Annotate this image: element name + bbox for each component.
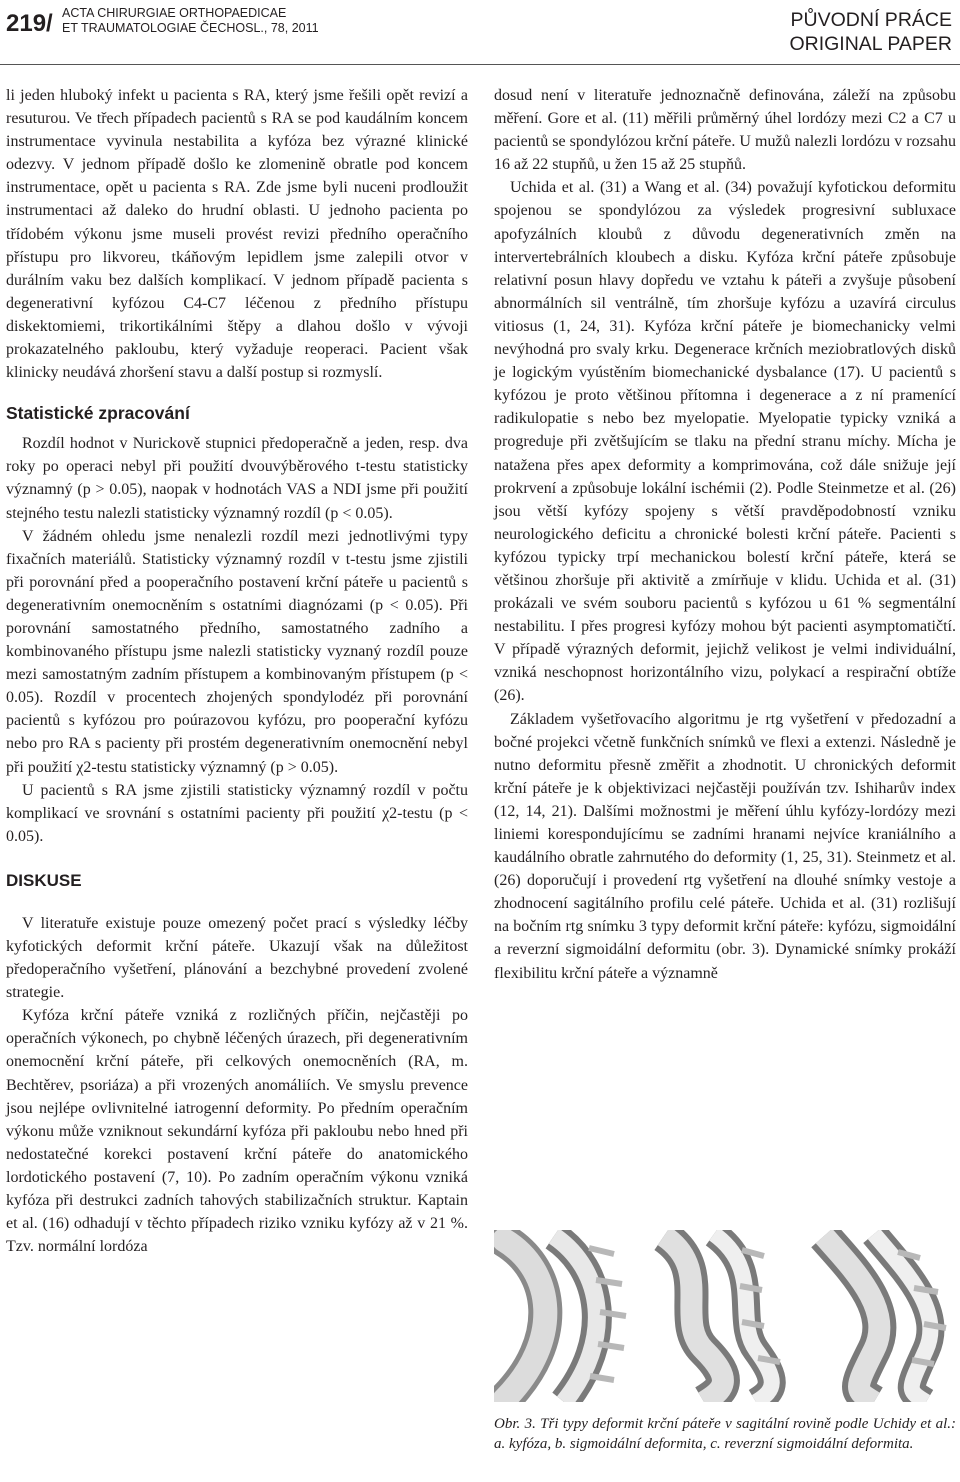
spine-illustration xyxy=(494,1230,956,1402)
header-rule xyxy=(0,64,960,65)
section-label-en: ORIGINAL PAPER xyxy=(789,33,952,55)
spine-sigmoid xyxy=(664,1234,780,1402)
right-column xyxy=(494,84,956,985)
paragraph-stats-2: V žádném ohledu jsme nenalezli rozdíl mezi jednotlivými typy fixačních materiálů. Statisticky významný rozdíl v t-testu jsme zjistili při porovnání před a pooperačního postavení krční páteře u pacientů s degenerativním onemocněním s ostatními diagnózami (p < 0.05). Při porovnání samostatného předního, samostatného zadního a kombinovaného přístupu jsme nalezli statisticky vyznaný rozdíl pouze mezi samostatným zadním přístupem a kombinovaným přístupem (p < 0.05). Rozdíl v procentech zhojených spondylodéz při porovnání pacientů s kyfózou pro poúrazovou kyfózu, pro pooperační kyfózu nebo pro RA s pacienty při prostém degenerativním onemocnění nebyl při použití χ2-testu statisticky významný (p > 0.05). xyxy=(6,527,468,776)
paragraph-lordosis: dosud není v literatuře jednoznačně definována, záleží na způsobu měření. Gore et al. (11) měřili průměrný úhel lordózy mezi C2 a C7 u pacientů se spondylózou krční páteře. U mužů nalezli lordózu v rozsahu 16 až 22 stupňů, u žen 15 až 25 stupňů. xyxy=(494,87,956,174)
section-label-cz: PŮVODNÍ PRÁCE xyxy=(790,9,952,31)
journal-name xyxy=(62,6,319,35)
paragraph-discussion-2: Kyfóza krční páteře vzniká z rozličných příčin, nejčastěji po operačních výkonech, po chybně léčených úrazech, při degenerativním onemocnění krční páteře, při celkových onemocněních (RA, m. Bechtěrev, psoriáza) a při vrozených anomáliích. Ve smyslu prevence jsou nejlépe ovlivnitelné iatrogenní deformity. Po předním operačním výkonu může vzniknout sekundární kyfóza při pakloubu nebo hned při nedostatečné korekci postavení krční páteře do anatomického lordotického postavení (7, 10). Po zadním operačním výkonu vzniká kyfóza při destrukci zadních tahových stabilizačních struktur. Kaptain et al. (16) odhadují v těchto případech riziko vzniku kyfózy až v 21 %. Tzv. normální lordóza xyxy=(6,1007,468,1256)
left-column xyxy=(6,84,468,1258)
paragraph-pathophysiology: Uchida et al. (31) a Wang et al. (34) považují kyfotickou deformitu spojenou se spondylózou za výsledek progresivní subluxace apofyzálních kloubů z důvodu degenerativních změn na intervertebrálních kloubech a disku. Kyfóza krční páteře způsobuje relativní posun hlavy dopředu ve vztahu k páteři a zvyšuje působení abnormálních sil ventrálně, tím zhoršuje kyfózu a uzavírá circulus vitiosus (1, 24, 31). Kyfóza krční páteře je biomechanicky velmi nevýhodná pro svaly krku. Degenerace krčních meziobratlových disků je logickým vyústěním biomechanické dysbalance (17). U pacientů s kyfózou je proto většinou přítomna i degenerace a z ní pramenící radikulopatie s nebo bez myelopatie. Myelopatie typicky vzniká a progreduje při zvětšujícím se tlaku na přední stranu míchy. Mícha je natažena přes apex deformity a komprimována, což dále snižuje její prokrvení a způsobuje lokální ischémii (2). Podle Steinmetze et al. (26) jsou větší kyfózy spojeny s větší pravděpodobností vzniku neurologického deficitu a chronické bolesti krční páteře. Pacienti s kyfózou typicky trpí mechanickou bolestí krční páteře, která se většinou zhoršuje při aktivitě a zmírňuje v klidu. Uchida et al. (31) prokázali ve svém souboru pacientů s kyfózou u 61 % segmentální nestabilitu. I přes progresi kyfózy mohou být pacienti asymptomatičtí. V případě výrazných deformit, jejichž velikost je velmi individuální, vzniká neschopnost horizontálního vizu, polykací a respirační obtíže (26). xyxy=(494,179,956,705)
heading-discussion: DISKUSE xyxy=(6,870,82,890)
paragraph-examination: Základem vyšetřovacího algoritmu je rtg vyšetření v předozadní a bočné projekci včetně funkčních snímků ve flexi a extenzi. Následně je nutno deformitu přesně změřit a zhodnotit. U chronických deformit krční páteře je k objektivizaci nejčastěji používán tzv. Ishiharův index (12, 14, 21). Dalšími možnostmi je měření úhlu kyfózy-lordózy mezi liniemi korespondujícímu se zadními hranami nejvíce kraniálního a kaudálního obratle zahrnutého do deformity (1, 25, 31). Steinmetz et al. (26) doporučují i provedení rtg vyšetření na dlouhé snímky vestoje a zhodnocení sagitálního profilu celé páteře. Uchida et al. (31) rozlišují na bočním rtg snímku 3 typy deformit krční páteře: kyfózu, sigmoidální a reverzní sigmoidální deformitu (obr. 3). Dynamické snímky prokáží flexibilitu krční páteře a významně xyxy=(494,710,956,982)
heading-statistics: Statistické zpracování xyxy=(6,403,190,424)
spine-kyphosis xyxy=(504,1236,626,1402)
paragraph-stats-1: Rozdíl hodnot v Nurickově stupnici předoperačně a jeden, resp. dva roky po operaci nebyl při použití dvouvýběrového t-testu statisticky významný (p > 0.05), naopak v hodnotách VAS a NDI jsme při použití stejného testu nalezli statisticky významný rozdíl (p < 0.05). xyxy=(6,435,468,522)
section-label xyxy=(789,8,952,56)
figure-spine-deformities xyxy=(494,1230,956,1402)
page-header xyxy=(0,0,960,66)
spine-reverse-sigmoid xyxy=(824,1234,946,1402)
paragraph-stats-3: U pacientů s RA jsme zjistili statisticky významný rozdíl v počtu komplikací ve srovnání s ostatními pacienty při použití χ2-testu (p < 0.05). xyxy=(6,781,468,845)
paragraph-discussion-1: V literatuře existuje pouze omezený počet prací s výsledky léčby kyfotických deformit krční páteře. Ukazují však na důležitost předoperačního vyšetření, plánování a bezchybné provedení zvolené strategie. xyxy=(6,914,468,1002)
page-number: 219/ xyxy=(6,10,53,37)
paragraph-complications: li jeden hluboký infekt u pacienta s RA, který jsme řešili opět revizí a resuturou. Ve třech případech pacientů s RA se pod kaudálním koncem instrumentace vyvinula nestabilita a kyfóza bez výrazné klinické odezvy. V jednom případě došlo ke zlomenině obratle pod koncem instrumentace, opět u pacienta s RA. Zde jsme byli nuceni prodloužit instrumentaci až daleko do hrudní oblasti. U jednoho pacienta po třídobém výkonu jsme museli provést revizi předního operačního přístupu pro likvoreu, tkáňovým lepidlem jsme zalepili otvor v durálním vaku bez dalších komplikací. V jednom případě pacienta s degenerativní kyfózou C4-C7 léčenou z předního přístupu diskektomiemi, trikortikálními štěpy a dlahou došlo v vývoji prokazatelného pakloubu, který vyžaduje reoperaci. Pacient však klinicky neudává zhoršení stavu a další postup si rozmyslí. xyxy=(6,87,468,382)
figure-caption: Obr. 3. Tři typy deformit krční páteře v sagitální rovině podle Uchidy et al.: a. kyfóza, b. sigmoidální deformita, c. reverzní sigmoidální deformita. xyxy=(494,1416,956,1452)
journal-name-line-1: ACTA CHIRURGIAE ORTHOPAEDICAE xyxy=(62,6,287,20)
journal-name-line-2: ET TRAUMATOLOGIAE ČECHOSL., 78, 2011 xyxy=(62,20,319,35)
